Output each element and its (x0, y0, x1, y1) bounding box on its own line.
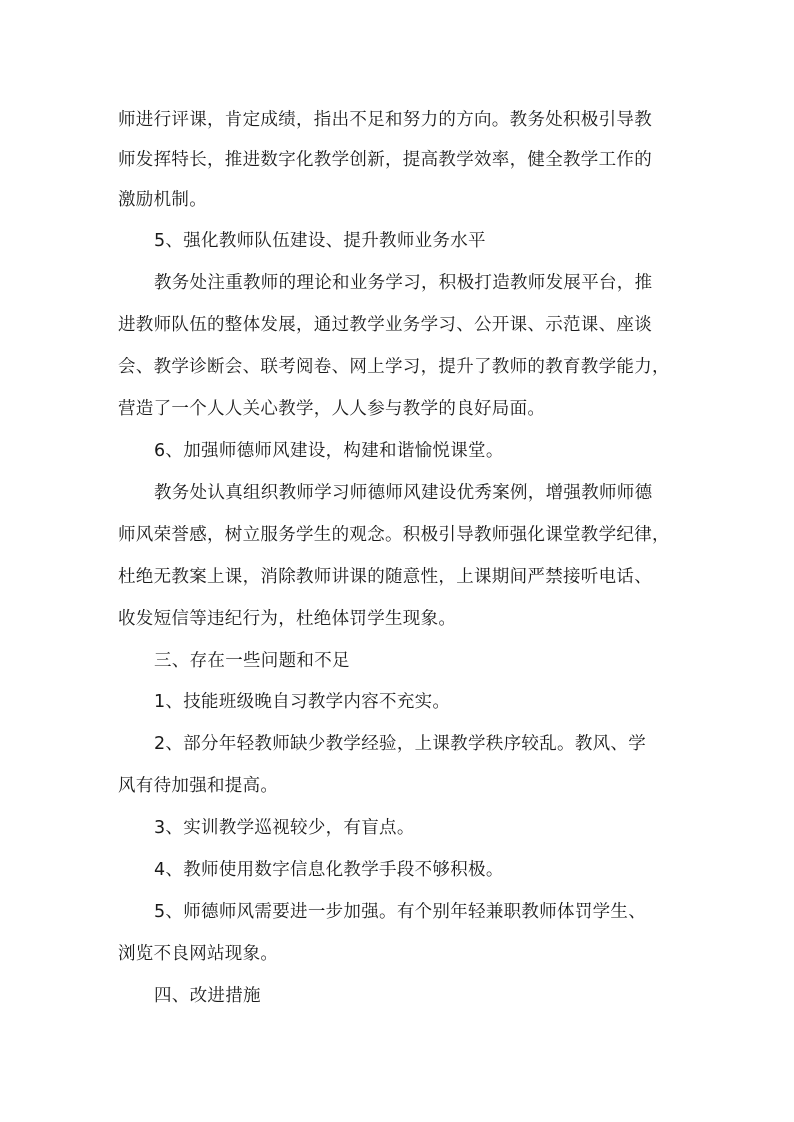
list-item-continuation: 风有待加强和提高。 (118, 776, 279, 796)
paragraph-line: 进教师队伍的整体发展，通过教学业务学习、公开课、示范课、座谈 (118, 315, 652, 335)
section-heading: 四、改进措施 (154, 986, 261, 1006)
list-item: 4、教师使用数字信息化教学手段不够积极。 (154, 860, 504, 880)
paragraph-line: 会、教学诊断会、联考阅卷、网上学习，提升了教师的教育教学能力， (118, 357, 670, 377)
list-item: 2、部分年轻教师缺少教学经验，上课教学秩序较乱。教风、学 (154, 734, 647, 754)
list-item: 3、实训教学巡视较少，有盲点。 (154, 818, 415, 838)
paragraph-line: 师发挥特长，推进数字化教学创新，提高教学效率，健全教学工作的 (118, 150, 652, 170)
list-item-continuation: 浏览不良网站现象。 (118, 944, 279, 964)
paragraph-line: 营造了一个人人关心教学，人人参与教学的良好局面。 (118, 399, 546, 419)
paragraph-line: 教务处注重教师的理论和业务学习，积极打造教师发展平台，推 (154, 273, 653, 293)
section-heading: 5、强化教师队伍建设、提升教师业务水平 (154, 231, 486, 251)
paragraph-line: 收发短信等违纪行为，杜绝体罚学生现象。 (118, 609, 457, 629)
section-heading: 6、加强师德师风建设，构建和谐愉悦课堂。 (154, 441, 504, 461)
list-item: 1、技能班级晚自习教学内容不充实。 (154, 692, 451, 712)
paragraph-line: 教务处认真组织教师学习师德师风建设优秀案例，增强教师师德 (154, 483, 653, 503)
paragraph-line: 杜绝无教案上课，消除教师讲课的随意性，上课期间严禁接听电话、 (118, 567, 652, 587)
paragraph-line: 师进行评课，肯定成绩，指出不足和努力的方向。教务处积极引导教 (118, 110, 652, 130)
section-heading: 三、存在一些问题和不足 (154, 651, 350, 671)
paragraph-line: 师风荣誉感，树立服务学生的观念。积极引导教师强化课堂教学纪律， (118, 525, 670, 545)
paragraph-line: 激励机制。 (118, 190, 207, 210)
list-item: 5、师德师风需要进一步加强。有个别年轻兼职教师体罚学生、 (154, 902, 647, 922)
